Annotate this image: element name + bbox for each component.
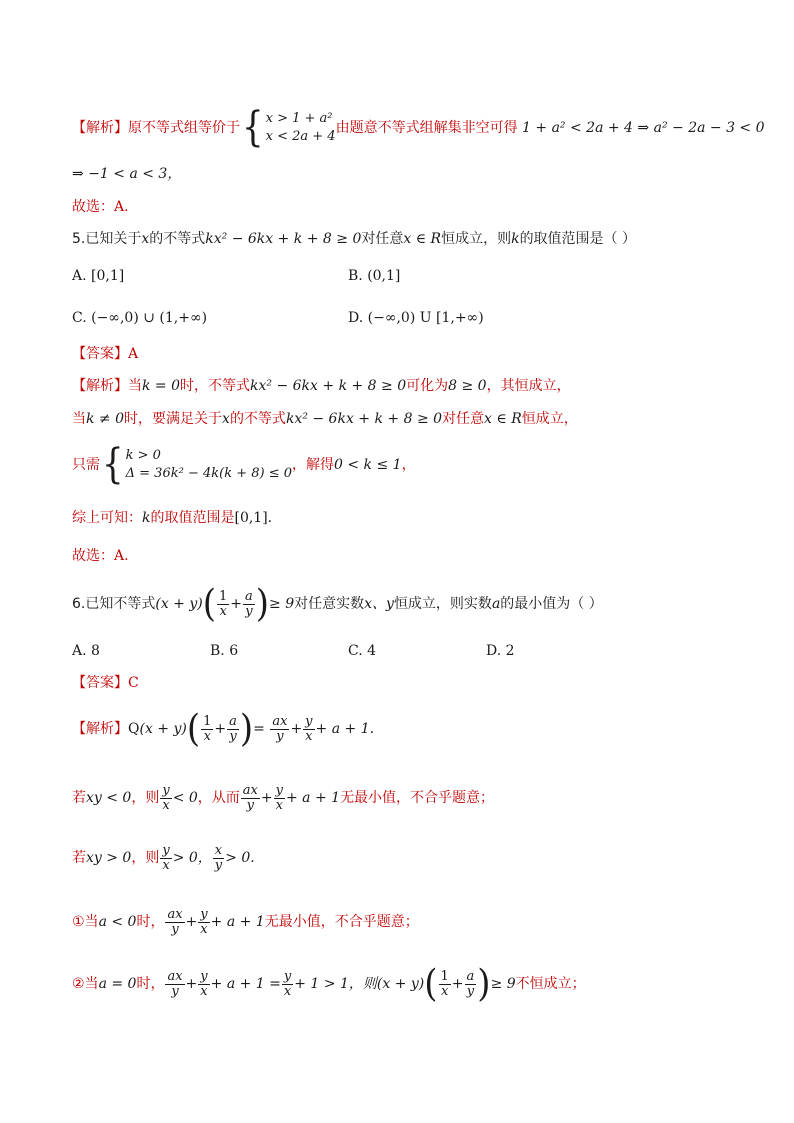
- math: xy < 0: [86, 790, 132, 806]
- text: 综上可知：: [72, 510, 142, 526]
- text: 不恒成立；: [515, 976, 586, 992]
- q5-analysis-1: [72, 376, 571, 396]
- q6-option-d: [486, 641, 515, 661]
- math: Q: [128, 721, 140, 737]
- q5-answer-line: [72, 344, 138, 364]
- analysis-label: 【解析】: [72, 120, 128, 136]
- text: 时，: [136, 914, 165, 930]
- text: 恒成立，则实数: [393, 596, 492, 612]
- text: 恒成立，: [521, 411, 578, 427]
- paren: (: [186, 707, 201, 751]
- fraction: $\frac{y}{x}$: [162, 782, 170, 813]
- math: ≥ 9: [490, 976, 516, 992]
- text: 由题意不等式组解集非空可得: [335, 120, 518, 136]
- paren: ): [477, 962, 491, 1006]
- paren: ): [255, 582, 270, 626]
- math: (x + y): [155, 596, 203, 612]
- text: 可化为: [406, 378, 449, 394]
- fraction: $\frac{y}{x}$: [162, 842, 170, 873]
- text: 时，不等式: [180, 378, 251, 394]
- inequality-system: [126, 447, 292, 483]
- math: (x + y): [376, 976, 425, 992]
- math: > 0，: [172, 850, 212, 866]
- math: a: [491, 596, 501, 612]
- fraction: $\frac{y}{x}$: [200, 906, 208, 937]
- fraction: $\frac{y}{x}$: [200, 968, 208, 999]
- answer-value: C: [128, 675, 139, 691]
- option-text: A. 8: [72, 643, 100, 659]
- math: x、y: [364, 596, 394, 612]
- q5-choice-line: [72, 546, 129, 566]
- text: ，其恒成立，: [486, 378, 571, 394]
- math: (x + y): [139, 721, 187, 737]
- math: k ≠ 0: [86, 411, 125, 427]
- math: + a + 1.: [315, 721, 375, 737]
- text: 的取值范围是（ ）: [519, 231, 637, 247]
- math: [0,1].: [234, 510, 273, 526]
- math: + a + 1: [210, 914, 265, 930]
- analysis-label: 【解析】: [72, 721, 128, 737]
- q5-option-b: [348, 266, 400, 286]
- paren: ): [239, 707, 254, 751]
- text: 无最小值，不合乎题意；: [340, 790, 495, 806]
- brace: {: [242, 104, 264, 152]
- brace: {: [102, 441, 124, 489]
- fraction: $\frac{y}{x}$: [283, 968, 292, 999]
- text: 若: [72, 790, 86, 806]
- q6-option-a: [72, 641, 100, 661]
- option-text: B. (0,1]: [348, 268, 401, 284]
- text: ，则: [131, 850, 160, 866]
- text: 对任意实数: [294, 596, 365, 612]
- system-line: k > 0: [125, 448, 161, 463]
- option-text: D. (−∞,0) U [1,+∞): [348, 310, 484, 326]
- text: 的不等式: [149, 231, 206, 247]
- text: 时，要满足关于: [124, 411, 223, 427]
- math: k: [511, 231, 520, 247]
- option-text: A. [0,1]: [72, 268, 125, 284]
- math: > 0.: [225, 850, 255, 866]
- math: =: [253, 721, 270, 737]
- math: kx² − 6kx + k + 8 ≥ 0: [205, 231, 362, 247]
- choice-value: A.: [114, 199, 129, 215]
- q6-analysis-3: [72, 836, 255, 880]
- math: k: [142, 510, 151, 526]
- text: 的不等式: [229, 411, 286, 427]
- math: 8 ≥ 0: [448, 378, 487, 394]
- fraction: $\frac{1}{x}$: [218, 588, 228, 619]
- text: 的最小值为（ ）: [500, 596, 603, 612]
- math: x ∈ R: [403, 231, 442, 247]
- math: x: [141, 231, 150, 247]
- q5-option-c: [72, 308, 207, 328]
- text: ，则: [131, 790, 160, 806]
- math: 0 < k ≤ 1: [334, 457, 402, 473]
- text: 的取值范围是: [150, 510, 235, 526]
- math: kx² − 6kx + k + 8 ≥ 0: [250, 378, 407, 394]
- q5-analysis-4: [72, 508, 272, 528]
- math: 1 + a² < 2a + 4 ⇒ a² − 2a − 3 < 0: [522, 120, 765, 136]
- text: ，从而: [197, 790, 240, 806]
- text: 5.已知关于: [72, 231, 142, 247]
- fraction: $\frac{1}{x}$: [203, 713, 212, 744]
- math: ⇒ −1 < a < 3，: [72, 166, 182, 182]
- q6-option-c: [348, 641, 376, 661]
- q4-result-line: [72, 164, 181, 184]
- math: ≥ 9: [269, 596, 295, 612]
- math: kx² − 6kx + k + 8 ≥ 0: [285, 411, 443, 427]
- q6-stem: 6.已知不等式(x + y)( $\frac{1}{x}$ + $\frac{a}{y}$ )≥ 9对任意实数x、y恒成立，则实数a的最小值为（ ）: [72, 582, 603, 626]
- math: a = 0: [98, 976, 137, 992]
- fraction: $\frac{x}{y}$: [214, 842, 223, 873]
- choice-label: 故选：: [72, 548, 114, 564]
- fraction: $\frac{ax}{y}$: [167, 906, 183, 937]
- paren: (: [202, 582, 216, 626]
- fraction: $\frac{ax}{y}$: [272, 713, 288, 744]
- analysis-label: 【解析】: [72, 378, 128, 394]
- option-text: D. 2: [486, 643, 515, 659]
- answer-value: A: [128, 346, 139, 362]
- q6-analysis-5: ②当a = 0时， $\frac{ax}{y}$ + $\frac{y}{x}$ + a + 1 = $\frac{y}{x}$ + 1 > 1，则(x + y)( $\frac{1}{x}$ + $\frac{a}{y}$ )≥ 9不恒成立；: [72, 962, 586, 1006]
- text: 只需: [72, 457, 100, 473]
- text: 原不等式组等价于: [128, 120, 240, 136]
- fraction: $\frac{y}{x}$: [305, 713, 313, 744]
- fraction: $\frac{y}{x}$: [275, 782, 283, 813]
- q6-option-b: [210, 641, 238, 661]
- math: x: [222, 411, 230, 427]
- math: xy > 0: [86, 850, 132, 866]
- paren: (: [424, 962, 438, 1006]
- text: 对任意: [361, 231, 404, 247]
- option-text: C. (−∞,0) ∪ (1,+∞): [72, 310, 208, 326]
- text: 对任意: [442, 411, 485, 427]
- math: < 0: [172, 790, 198, 806]
- system-line: Δ = 36k² − 4k(k + 8) ≤ 0: [125, 466, 292, 481]
- fraction: $\frac{1}{x}$: [440, 968, 449, 999]
- q6-analysis-4: ①当a < 0时， $\frac{ax}{y}$ + $\frac{y}{x}$ + a + 1无最小值，不合乎题意；: [72, 906, 419, 937]
- q5-stem: [72, 229, 636, 249]
- text: 当: [128, 378, 142, 394]
- choice-value: A.: [114, 548, 129, 564]
- q6-answer-line: [72, 673, 139, 693]
- choice-label: 故选：: [72, 199, 114, 215]
- q4-choice-line: [72, 197, 129, 217]
- answer-label: 【答案】: [72, 675, 128, 691]
- math: k = 0: [142, 378, 181, 394]
- math: a < 0: [98, 914, 137, 930]
- fraction: $\frac{a}{y}$: [229, 713, 237, 744]
- inequality-system: [266, 110, 336, 146]
- answer-label: 【答案】: [72, 346, 128, 362]
- math: + a + 1: [285, 790, 341, 806]
- q4-analysis-line: [72, 104, 765, 152]
- text: ②当: [72, 976, 99, 992]
- math: + 1 > 1，则: [294, 976, 377, 992]
- math: x ∈ R: [484, 411, 522, 427]
- q6-analysis-2: 若xy < 0，则 $\frac{y}{x}$ < 0，从而 $\frac{ax}{y}$ + $\frac{y}{x}$ + a + 1无最小值，不合乎题意；: [72, 782, 495, 813]
- text: ，解得: [292, 457, 334, 473]
- fraction: $\frac{a}{y}$: [245, 588, 253, 619]
- system-line: x > 1 + a²: [265, 111, 333, 126]
- text: 时，: [136, 976, 165, 992]
- system-line: x < 2a + 4: [265, 129, 336, 144]
- q5-analysis-3: [72, 440, 416, 490]
- option-text: C. 4: [348, 643, 377, 659]
- q6-analysis-1: 【解析】Q(x + y)( $\frac{1}{x}$ + $\frac{a}{y}$ )= $\frac{ax}{y}$ + $\frac{y}{x}$ + a + 1.: [72, 707, 375, 751]
- option-text: B. 6: [210, 643, 239, 659]
- text: ，: [401, 457, 416, 473]
- fraction: $\frac{ax}{y}$: [242, 782, 258, 813]
- q5-option-a: [72, 266, 124, 286]
- q5-analysis-2: [72, 409, 578, 429]
- text: 若: [72, 850, 86, 866]
- math: + a + 1 =: [210, 976, 281, 992]
- text: 无最小值，不合乎题意；: [264, 914, 419, 930]
- fraction: $\frac{a}{y}$: [466, 968, 475, 999]
- text: 当: [72, 411, 86, 427]
- text: 恒成立，则: [441, 231, 512, 247]
- q5-option-d: [348, 308, 484, 328]
- text: ①当: [72, 914, 99, 930]
- text: 6.已知不等式: [72, 596, 156, 612]
- fraction: $\frac{ax}{y}$: [167, 968, 183, 999]
